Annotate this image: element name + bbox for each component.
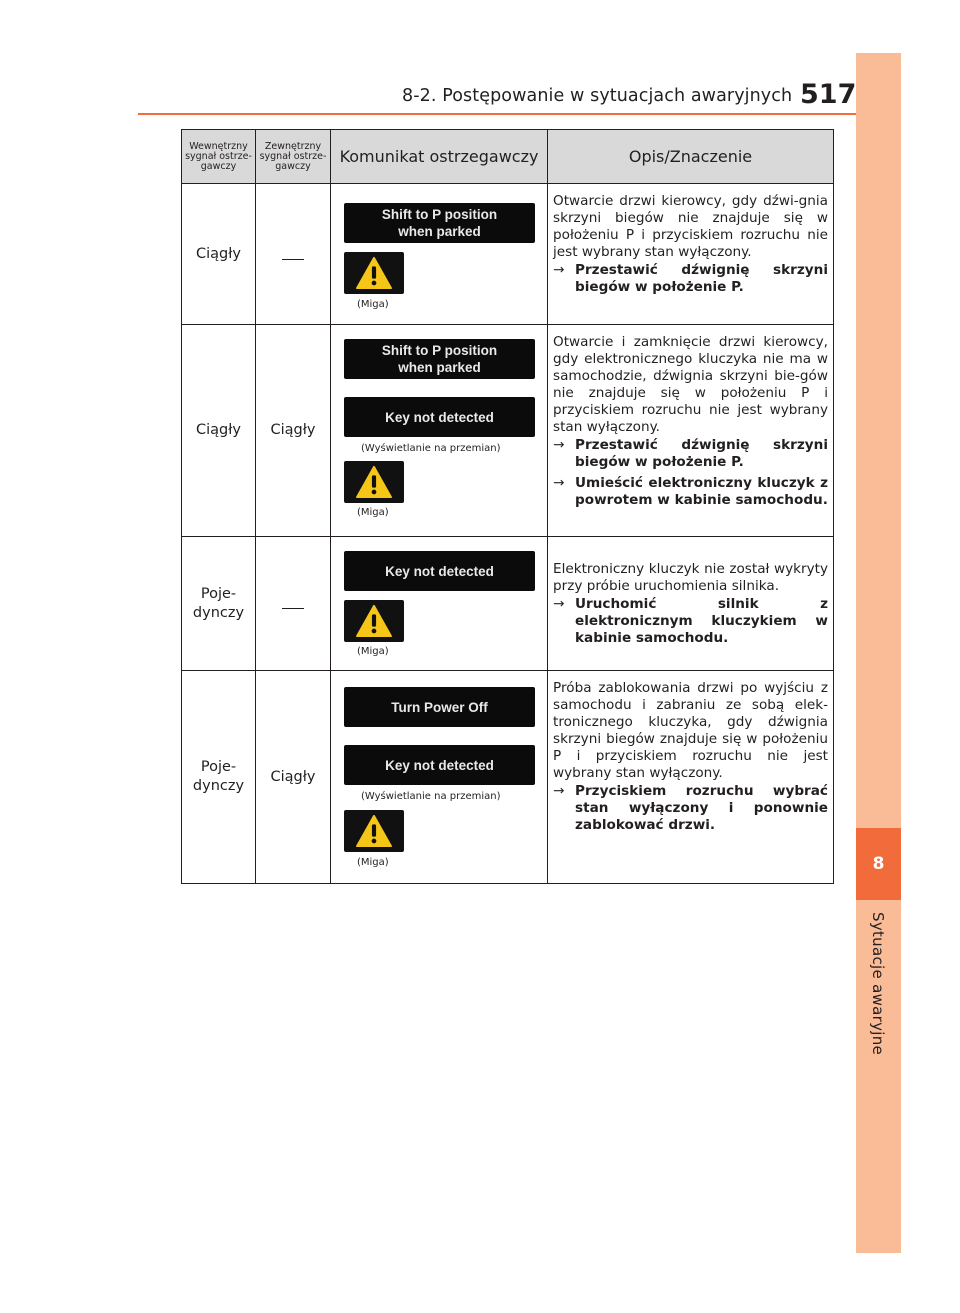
header-external-signal: Zewnętrzny sygnał ostrze-gawczy	[256, 130, 331, 184]
header-description: Opis/Znaczenie	[548, 130, 834, 184]
action-text: Przestawić dźwignię skrzyni biegów w położenie P.	[575, 437, 828, 470]
arrow-icon: →	[553, 475, 565, 491]
message-cell	[331, 537, 548, 671]
description-cell	[548, 671, 834, 884]
internal-signal-cell: Poje-dynczy	[182, 537, 256, 671]
header-internal-signal: Wewnętrzny sygnał ostrze-gawczy	[182, 130, 256, 184]
header-warning-message: Komunikat ostrzegawczy	[331, 130, 548, 184]
table-row	[182, 537, 834, 671]
internal-signal-cell: Poje-dynczy	[182, 671, 256, 884]
arrow-icon: →	[553, 262, 565, 278]
external-signal-cell: Ciągły	[256, 671, 331, 884]
table-row	[182, 671, 834, 884]
arrow-icon: →	[553, 596, 565, 612]
warning-message-table	[181, 129, 834, 884]
display-key-not-detected	[344, 397, 535, 437]
chapter-number-tab: 8	[856, 828, 901, 900]
alternate-caption: (Wyświetlanie na przemian)	[361, 443, 501, 454]
action-item	[553, 596, 828, 647]
blink-caption: (Miga)	[357, 646, 389, 657]
table-row	[182, 325, 834, 537]
blink-caption: (Miga)	[357, 299, 389, 310]
warning-triangle-icon	[344, 810, 404, 852]
arrow-icon: →	[553, 437, 565, 453]
display-turn-power-off	[344, 687, 535, 727]
description-cell	[548, 184, 834, 325]
header-rule	[138, 113, 856, 115]
display-text: Key not detected	[385, 563, 494, 579]
description-cell	[548, 537, 834, 671]
message-cell	[331, 184, 548, 325]
action-item	[553, 475, 828, 509]
section-title: 8-2. Postępowanie w sytuacjach awaryjnych	[402, 86, 793, 106]
display-text: when parked	[398, 360, 481, 375]
external-signal-cell	[256, 537, 331, 671]
display-key-not-detected	[344, 551, 535, 591]
internal-signal-cell: Ciągły	[182, 184, 256, 325]
action-text: Przyciskiem rozruchu wybrać stan wyłączony i ponownie zablokować drzwi.	[575, 783, 828, 833]
message-cell	[331, 671, 548, 884]
blink-caption: (Miga)	[357, 507, 389, 518]
page-number: 517	[800, 79, 857, 110]
warning-triangle-icon	[344, 461, 404, 503]
description-text: Otwarcie drzwi kierowcy, gdy dźwi-gnia skrzyni biegów nie znajduje się w położeniu P i przyciskiem rozruchu nie jest wybrany stan wyłączony.	[553, 193, 828, 260]
display-shift-to-p	[344, 203, 535, 243]
message-cell	[331, 325, 548, 537]
table-header-row	[182, 130, 834, 184]
alternate-caption: (Wyświetlanie na przemian)	[361, 791, 501, 802]
dash-mark	[282, 259, 304, 260]
display-text: Turn Power Off	[391, 699, 488, 715]
blink-caption: (Miga)	[357, 857, 389, 868]
chapter-side-label	[850, 912, 906, 1082]
internal-signal-cell: Ciągły	[182, 325, 256, 537]
display-text: Shift to P position	[381, 343, 498, 358]
description-text: Elektroniczny kluczyk nie został wykryty przy próbie uruchomienia silnika.	[553, 561, 828, 594]
description-text: Otwarcie i zamknięcie drzwi kierowcy, gdy elektronicznego kluczyka nie ma w samochodzie, dźwignia skrzyni bie-gów nie znajduje się w położeniu P i przyciskiem rozruchu nie jest wybrany stan wyłączony.	[553, 334, 828, 435]
chapter-side-label-text: Sytuacje awaryjne	[869, 912, 887, 1056]
display-text: Key not detected	[385, 409, 494, 425]
action-text: Przestawić dźwignię skrzyni biegów w położenie P.	[575, 262, 828, 295]
dash-mark	[282, 608, 304, 609]
action-text: Uruchomić silnik z elektronicznym kluczykiem w kabinie samochodu.	[575, 596, 828, 646]
action-item	[553, 262, 828, 296]
table-row	[182, 184, 834, 325]
display-shift-to-p	[344, 339, 535, 379]
external-signal-cell: Ciągły	[256, 325, 331, 537]
display-text: when parked	[398, 224, 481, 239]
description-text: Próba zablokowania drzwi po wyjściu z samochodu i zabraniu ze sobą elek-tronicznego kluczyka, gdy dźwignia skrzyni biegów znajduje się w położeniu P i przyciskiem rozruchu nie jest wybrany stan wyłączony.	[553, 680, 828, 781]
description-cell	[548, 325, 834, 537]
display-text: Key not detected	[385, 757, 494, 773]
action-item	[553, 783, 828, 834]
external-signal-cell	[256, 184, 331, 325]
warning-triangle-icon	[344, 252, 404, 294]
arrow-icon: →	[553, 783, 565, 799]
warning-triangle-icon	[344, 600, 404, 642]
display-key-not-detected	[344, 745, 535, 785]
display-text: Shift to P position	[381, 207, 498, 222]
action-text: Umieścić elektroniczny kluczyk z powrotem w kabinie samochodu.	[575, 475, 828, 508]
action-item	[553, 437, 828, 471]
